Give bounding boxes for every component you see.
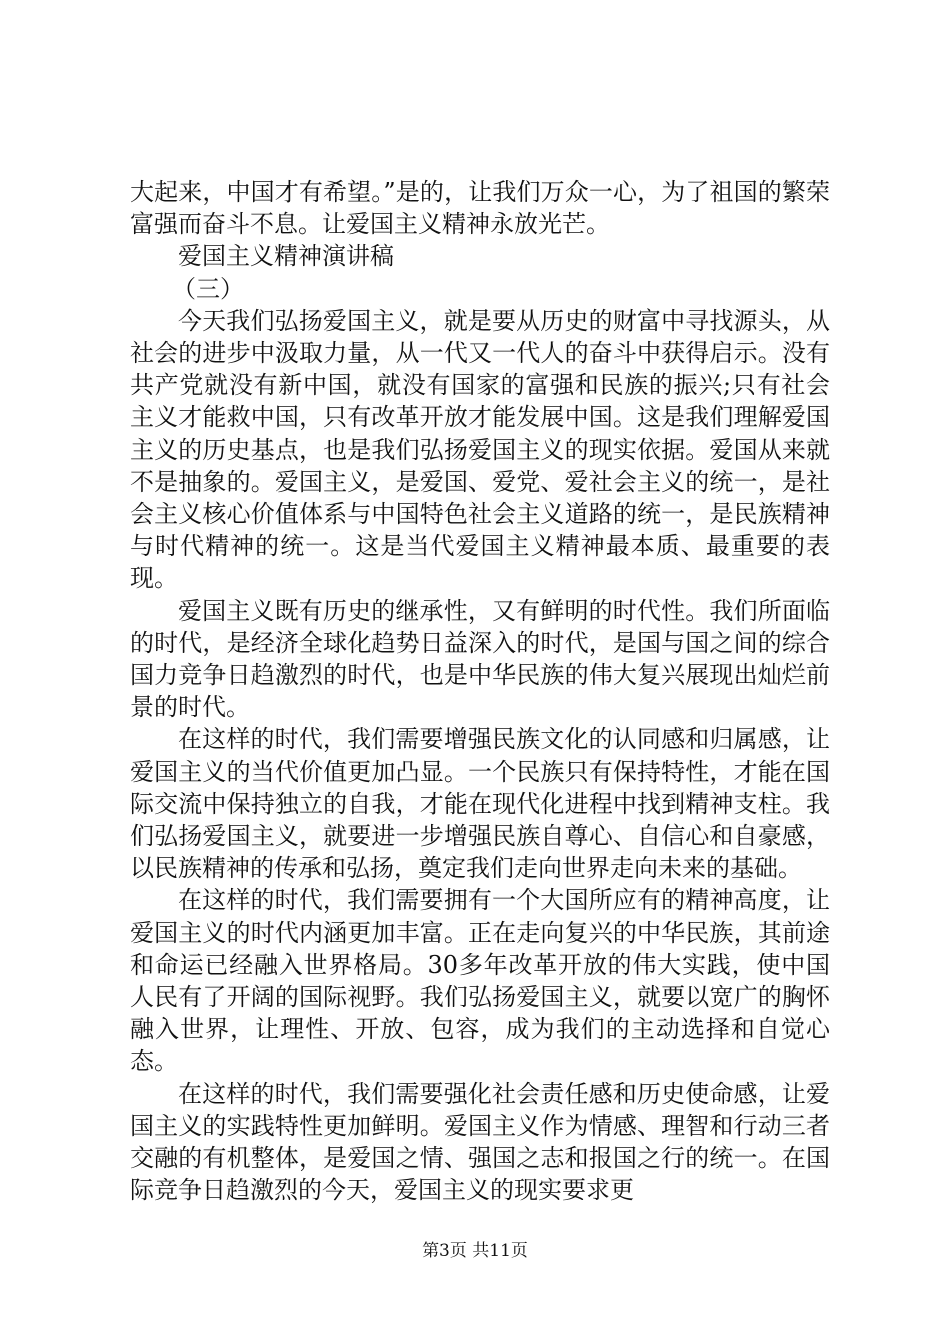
body-paragraph: 在这样的时代，我们需要强化社会责任感和历史使命感，让爱国主义的实践特性更加鲜明。爱国主义作为情感、理智和行动三者交融的有机整体，是爱国之情、强国之志和报国之行的统一。在国际竞争日趋激烈的今天，爱国主义的现实要求更 xyxy=(130,1079,830,1205)
body-paragraph: 爱国主义既有历史的继承性，又有鲜明的时代性。我们所面临的时代，是经济全球化趋势日益深入的时代，是国与国之间的综合国力竞争日趋激烈的时代，也是中华民族的伟大复兴展现出灿烂前景的时代。 xyxy=(130,596,830,722)
document-body xyxy=(130,176,830,1207)
section-label: （三） xyxy=(172,274,244,303)
body-paragraph: 在这样的时代，我们需要增强民族文化的认同感和归属感，让爱国主义的当代价值更加凸显。一个民族只有保持特性，才能在国际交流中保持独立的自我，才能在现代化进程中找到精神支柱。我们弘扬爱国主义，就要进一步增强民族自尊心、自信心和自豪感，以民族精神的传承和弘扬，奠定我们走向世界走向未来的基础。 xyxy=(130,725,830,883)
body-paragraph: 在这样的时代，我们需要拥有一个大国所应有的精神高度，让爱国主义的时代内涵更加丰富。正在走向复兴的中华民族，其前途和命运已经融入世界格局。30多年改革开放的伟大实践，使中国人民有了开阔的国际视野。我们弘扬爱国主义，就要以宽广的胸怀融入世界，让理性、开放、包容，成为我们的主动选择和自觉心态。 xyxy=(130,886,830,1076)
speech-subtitle: 爱国主义精神演讲稿 xyxy=(178,242,394,271)
continuation-paragraph: 大起来，中国才有希望。”是的，让我们万众一心，为了祖国的繁荣富强而奋斗不息。让爱国主义精神永放光芒。 xyxy=(130,178,830,239)
page-number: 第3页 共11页 xyxy=(422,1241,528,1261)
body-paragraph: 今天我们弘扬爱国主义，就是要从历史的财富中寻找源头，从社会的进步中汲取力量，从一代又一代人的奋斗中获得启示。没有共产党就没有新中国，就没有国家的富强和民族的振兴;只有社会主义才能救中国，只有改革开放才能发展中国。这是我们理解爱国主义的历史基点，也是我们弘扬爱国主义的现实依据。爱国从来就不是抽象的。爱国主义，是爱国、爱党、爱社会主义的统一，是社会主义核心价值体系与中国特色社会主义道路的统一，是民族精神与时代精神的统一。这是当代爱国主义精神最本质、最重要的表现。 xyxy=(130,306,830,593)
page-footer xyxy=(0,1241,950,1261)
